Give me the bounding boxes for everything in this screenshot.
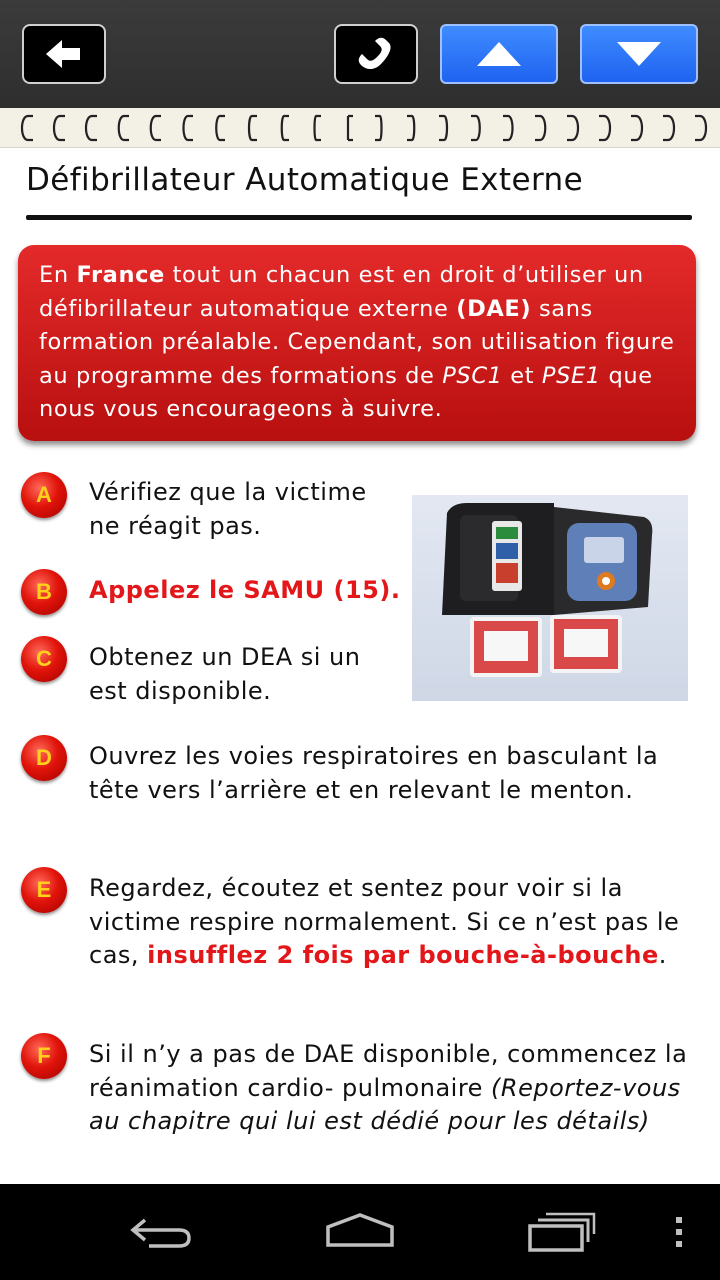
step-f-part: pulmonaire [333,1073,492,1102]
title-divider [26,215,692,220]
spiral-binding [0,108,720,148]
info-callout [18,245,696,441]
callout-text: tout un chacun est en droit d’utiliser un défibrillateur automatique externe [39,262,644,322]
callout-italic-psc1: PSC1 [442,362,503,389]
nav-recents-button[interactable] [518,1204,598,1260]
step-a-line: Vérifiez que la victime [89,478,367,506]
nav-home-button[interactable] [320,1204,400,1260]
nav-recents-icon [518,1210,598,1254]
back-button[interactable] [22,24,106,84]
top-toolbar [0,0,720,108]
step-e-part: Regardez, écoutez et sentez pour voir si la victime respire normalement. Si ce n’est pas le cas, [89,874,680,969]
step-b-text [89,574,419,608]
callout-bold-dae: (DAE) [456,295,532,322]
step-e-bullet: E [21,867,67,913]
nav-menu-icon [674,1215,684,1249]
step-d-text: Ouvrez les voies respiratoires en basculant la tête vers l’arrière et en relevant le menton. [89,742,659,804]
callout-italic-pse1: PSE1 [541,362,601,389]
step-b-bullet: B [21,569,67,615]
next-page-button[interactable] [580,24,698,84]
phone-icon [353,31,399,77]
callout-text: et [502,362,542,389]
step-c-text [89,641,399,708]
page-title: Défibrillateur Automatique Externe [26,162,584,198]
step-e-part: . [658,941,667,969]
step-f-text [89,1038,694,1139]
callout-bold-france: France [76,262,165,288]
step-c-line: est disponible. [89,676,272,705]
step-b-call-samu: Appelez le SAMU (15). [89,576,401,604]
triangle-down-icon [615,40,663,68]
step-a-bullet: A [21,472,67,518]
triangle-up-icon [475,40,523,68]
step-f-bullet: F [21,1033,67,1079]
nav-back-icon [125,1212,195,1252]
callout-text: En [39,262,77,288]
nav-back-button[interactable] [120,1204,200,1260]
step-e-text [89,872,694,973]
step-a-text [89,476,399,543]
step-c-line: Obtenez un DEA si un [89,643,361,671]
step-e-emphasis: insufflez 2 fois par bouche-à-bouche [147,941,659,969]
defibrillator-kit-photo [412,495,688,701]
step-c-bullet: C [21,636,67,682]
step-f-italic: (Reportez-vous au chapitre qui lui est dédié pour les détails) [89,1073,681,1135]
call-button[interactable] [334,24,418,84]
step-d-bullet: D [21,735,67,781]
system-navigation-bar [0,1184,720,1280]
callout-text: que nous vous encourageons à suivre. [39,362,653,422]
previous-page-button[interactable] [440,24,558,84]
step-f-part: Si il n’y a pas de DAE disponible, commencez la réanimation cardio- [89,1040,688,1102]
step-a-line: ne réagit pas. [89,511,262,540]
arrow-left-icon [44,37,84,71]
nav-menu-button[interactable] [654,1204,704,1260]
callout-text: sans formation préalable. Cependant, son utilisation figure au programme des formations de [39,295,675,389]
nav-home-icon [322,1211,398,1253]
